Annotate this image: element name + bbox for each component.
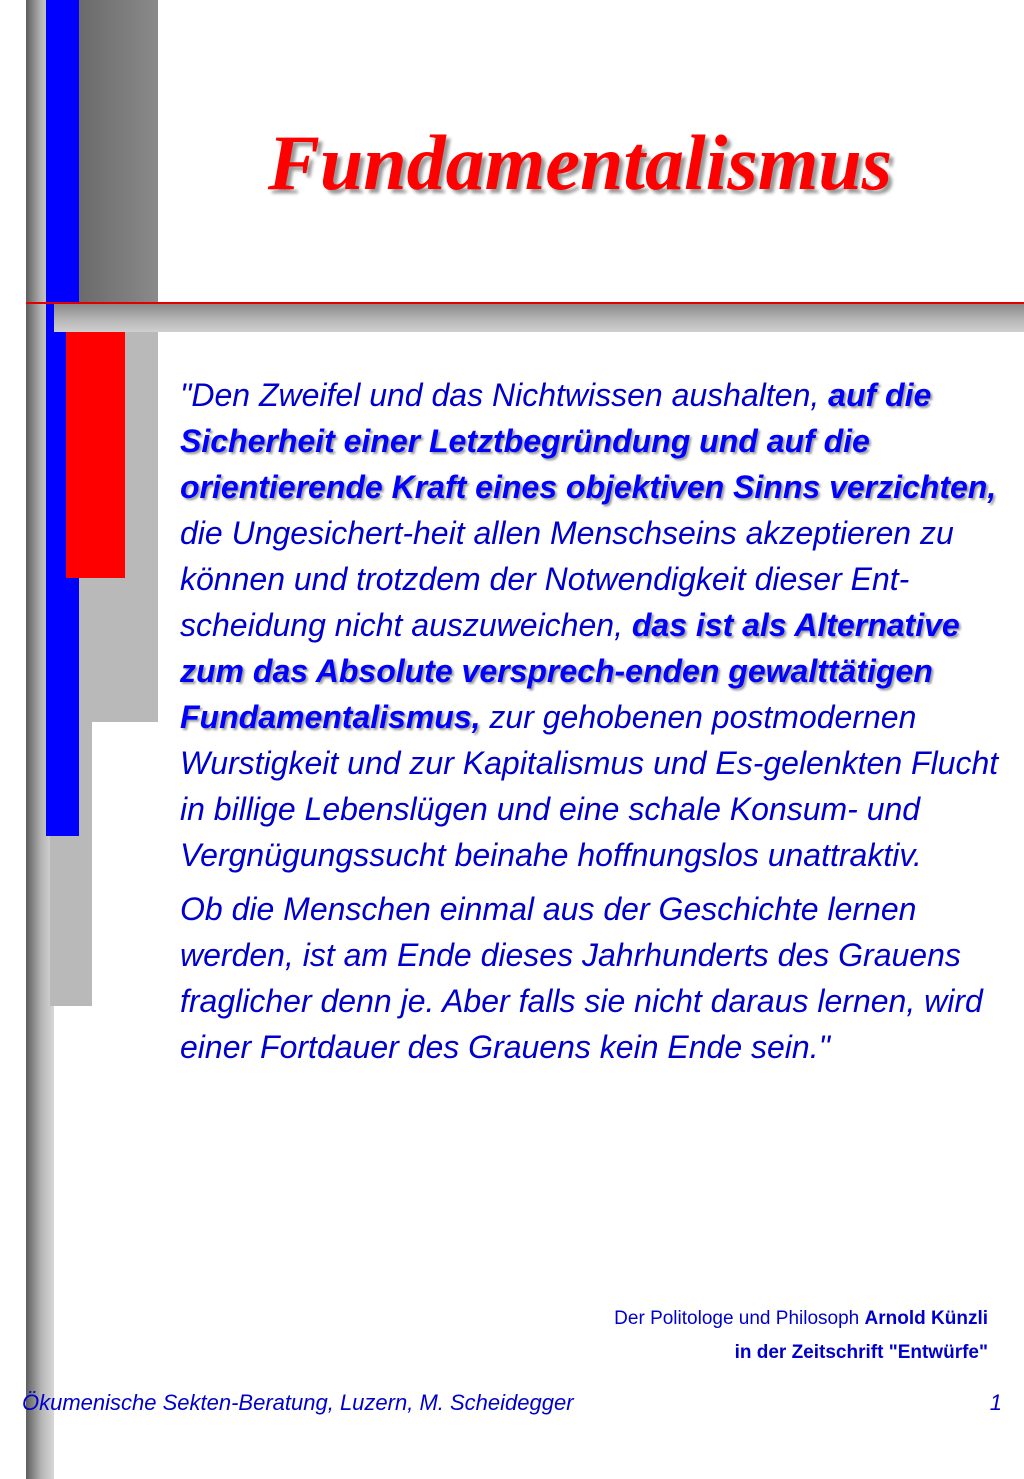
red-horizontal-line — [26, 302, 1024, 304]
quote-emphasis: das ist als Alternative zum das Absolute versprech-enden gewalttätigen Fundamentalismus, — [180, 607, 960, 735]
author-name: Arnold Künzli — [864, 1308, 988, 1329]
attribution-line-2 — [614, 1336, 988, 1370]
red-block — [66, 332, 125, 578]
page-number: 1 — [989, 1390, 1002, 1415]
attribution-line-1 — [614, 1302, 988, 1336]
quote-text: die Ungesichert-heit allen Menschseins akzeptieren zu können und trotzdem der Notwendigkeit dieser Ent-scheidung nicht auszuweichen, — [180, 515, 954, 643]
quote-paragraph-1 — [180, 372, 1000, 878]
slide-title: Fundamentalismus — [267, 119, 893, 206]
quote-emphasis: auf die Sicherheit einer Letztbegründung und auf die orientierende Kraft eines objektiven Sinns verzichten, — [180, 377, 997, 505]
quote-body — [180, 372, 1000, 1070]
attribution-prefix: Der Politologe und Philosoph — [614, 1308, 860, 1329]
quote-text: "Den Zweifel und das Nichtwissen aushalten, — [180, 377, 820, 413]
quote-text: zur gehobenen postmodernen Wurstigkeit und zur Kapitalismus und Es-gelenkten Flucht in billige Lebenslügen und eine schale Konsum- und Vergnügungssucht beinahe hoffnungslos unattraktiv. — [180, 699, 999, 873]
quote-paragraph-2: Ob die Menschen einmal aus der Geschichte lernen werden, ist am Ende dieses Jahrhunderts des Grauens fraglicher denn je. Aber falls sie nicht daraus lernen, wird einer Fortdauer des Grauens kein Ende sein." — [180, 891, 983, 1065]
gray-horizontal-bar — [54, 304, 1024, 332]
top-dark-panel — [78, 0, 158, 303]
attribution — [614, 1302, 988, 1370]
footer-credit: Ökumenische Sekten-Beratung, Luzern, M. Scheidegger — [22, 1390, 574, 1415]
source-publication: in der Zeitschrift "Entwürfe" — [734, 1342, 988, 1363]
